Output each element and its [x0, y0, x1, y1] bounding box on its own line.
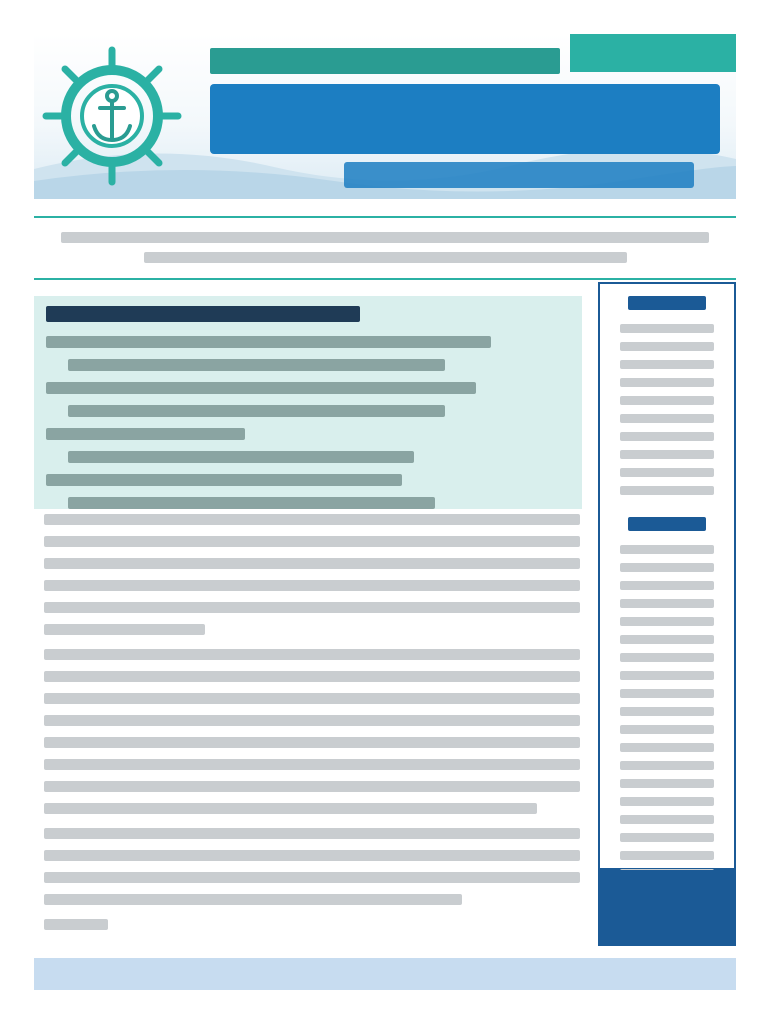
ship-wheel-anchor-icon: [42, 46, 182, 186]
mission-statement: [40, 228, 730, 272]
hours-of-operation: [598, 870, 736, 946]
staff-heading: [628, 517, 706, 531]
sidebar-directory: [598, 282, 736, 870]
board-heading: [628, 296, 706, 310]
issue-badge: [570, 34, 736, 72]
letter-paragraph: [44, 649, 580, 814]
letter-paragraph: [44, 514, 580, 635]
letter-signature: [44, 919, 108, 930]
divider-top: [34, 216, 736, 218]
bus-schedule-panel: [34, 296, 582, 509]
publication-title: [210, 84, 720, 154]
letter-paragraph: [44, 828, 580, 905]
tagline: [344, 162, 694, 188]
organization-name: [210, 48, 560, 74]
masthead: [34, 34, 736, 199]
footer-contact-bar: [34, 958, 736, 990]
divider-bottom: [34, 278, 736, 280]
director-letter: [44, 514, 580, 924]
bus-schedule-heading: [46, 306, 360, 322]
